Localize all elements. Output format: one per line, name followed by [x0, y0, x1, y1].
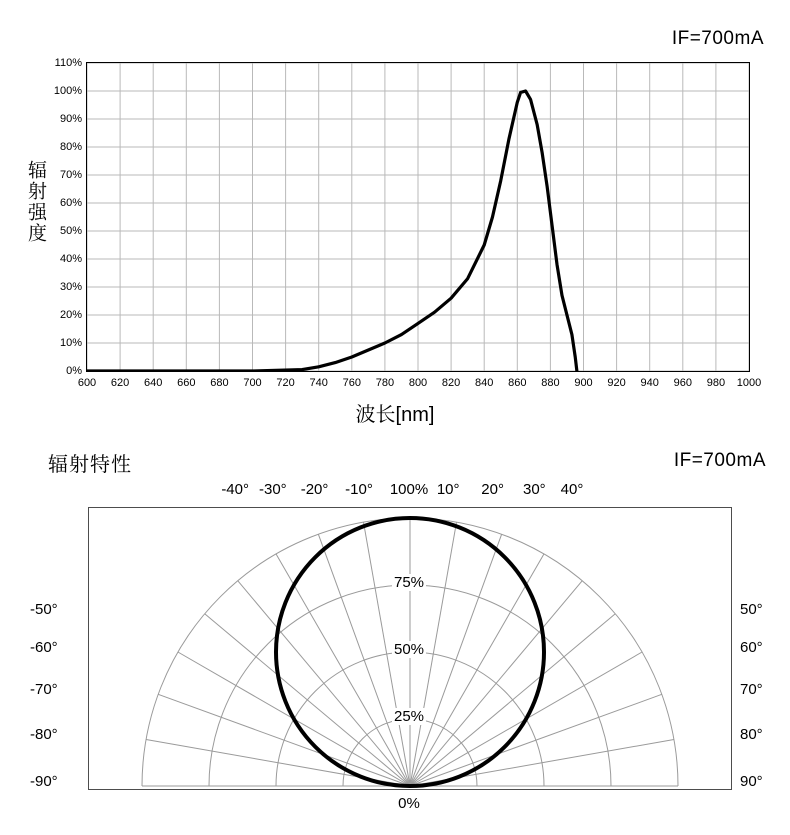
- spectrum-x-tick: 860: [508, 377, 527, 389]
- polar-angle-label-top: 30°: [522, 481, 546, 498]
- spectrum-x-tick: 960: [673, 377, 692, 389]
- spectrum-x-tick: 840: [475, 377, 494, 389]
- polar-radius-label: 100%: [389, 481, 429, 498]
- spectrum-x-tick: 660: [177, 377, 196, 389]
- spectrum-x-tick: 680: [210, 377, 229, 389]
- spectrum-y-tick: 0%: [66, 365, 82, 377]
- spectrum-x-tick: 940: [640, 377, 659, 389]
- polar-angle-label-right: 80°: [740, 726, 763, 744]
- spectrum-x-tick: 620: [110, 377, 130, 389]
- polar-angle-label-top: 20°: [481, 481, 504, 498]
- spectrum-x-tick: 640: [144, 377, 163, 389]
- polar-radius-label: 75%: [393, 574, 425, 591]
- spectrum-y-tick: 30%: [59, 281, 82, 293]
- spectrum-condition-label: IF=700mA: [671, 28, 764, 49]
- spectrum-plot-area: [53, 57, 762, 389]
- spectrum-x-axis-title: 波长[nm]: [355, 404, 435, 426]
- spectrum-x-tick: 820: [441, 377, 461, 389]
- polar-angle-label-right: 50°: [740, 600, 763, 618]
- polar-angle-label-left: -70°: [30, 681, 58, 699]
- polar-angle-label-right: 70°: [740, 681, 763, 699]
- spectrum-y-tick: 90%: [59, 113, 82, 125]
- spectrum-y-tick: 40%: [59, 253, 82, 265]
- polar-radius-label: 25%: [393, 708, 425, 725]
- polar-angle-label-right: 60°: [740, 639, 763, 656]
- polar-chart-title: 辐射特性: [48, 454, 132, 476]
- polar-angle-label-top: 10°: [436, 481, 460, 498]
- polar-angle-label-right: 90°: [740, 773, 763, 790]
- polar-angle-label-top: -10°: [345, 481, 373, 498]
- spectrum-x-tick: 740: [309, 377, 328, 389]
- polar-angle-label-top: -30°: [259, 481, 287, 498]
- polar-angle-label-left: -90°: [30, 773, 58, 790]
- spectrum-x-tick: 760: [342, 377, 361, 389]
- spectrum-x-tick: 980: [706, 377, 726, 389]
- spectrum-x-tick: 720: [276, 377, 295, 389]
- spectrum-y-tick: 100%: [53, 85, 82, 97]
- polar-angle-label-left: -50°: [30, 600, 58, 618]
- spectrum-x-tick: 1000: [736, 377, 762, 389]
- spectrum-y-axis-title: 辐射强度: [25, 160, 46, 244]
- polar-angle-label-top: -20°: [300, 481, 329, 498]
- spectrum-x-tick: 700: [243, 377, 262, 389]
- polar-radius-label: 50%: [393, 641, 425, 658]
- spectrum-x-tick: 800: [408, 377, 428, 389]
- polar-angle-label-left: -60°: [30, 639, 58, 656]
- spectrum-x-tick: 920: [607, 377, 626, 389]
- spectrum-curve: [87, 63, 749, 371]
- spectrum-x-tick: 780: [375, 377, 395, 389]
- spectrum-y-tick: 10%: [59, 337, 82, 349]
- spectrum-y-tick: 80%: [59, 141, 82, 153]
- polar-angle-label-left: -80°: [30, 726, 58, 744]
- polar-condition-label: IF=700mA: [673, 450, 766, 471]
- polar-angle-label-top: -40°: [221, 481, 249, 498]
- spectrum-x-tick: 880: [541, 377, 560, 389]
- spectrum-y-tick: 50%: [59, 225, 82, 237]
- spectrum-x-tick: 900: [574, 377, 593, 389]
- polar-chart: [0, 430, 790, 835]
- spectrum-y-tick: 60%: [59, 197, 82, 209]
- spectrum-y-tick: 110%: [54, 57, 82, 69]
- polar-angle-label-top: 40°: [560, 481, 584, 498]
- polar-radius-label: 0%: [398, 795, 420, 812]
- spectrum-y-tick: 70%: [59, 169, 82, 181]
- spectrum-x-tick: 600: [77, 377, 97, 389]
- spectrum-y-tick: 20%: [59, 309, 82, 321]
